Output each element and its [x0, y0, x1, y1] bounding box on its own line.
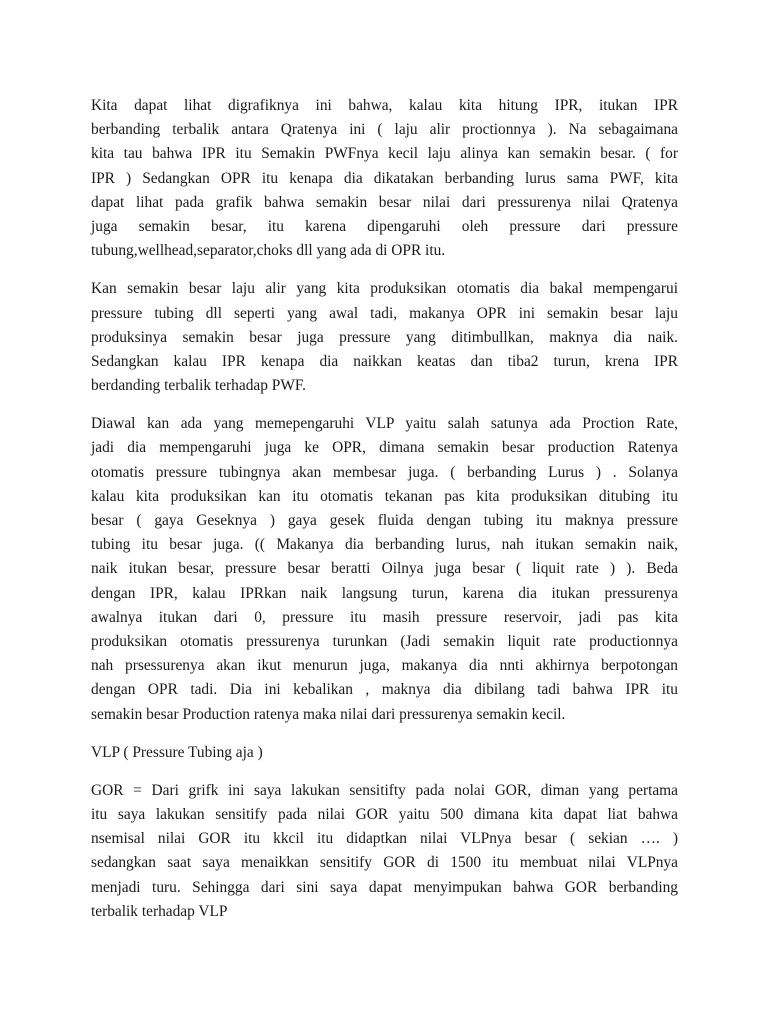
text-line: nsemisal nilai GOR itu kkcil itu didaptkan nilai VLPnya besar ( sekian …. ): [91, 830, 678, 848]
text-line: kita tau bahwa IPR itu Semakin PWFnya kecil laju alinya kan semakin besar. ( for: [91, 145, 678, 163]
text-line: Kan semakin besar laju alir yang kita produksikan otomatis dia bakal mempengarui: [91, 280, 678, 298]
text-line: jadi dia mempengaruhi juga ke OPR, dimana semakin besar production Ratenya: [91, 439, 678, 457]
text-line: Diawal kan ada yang memepengaruhi VLP yaitu salah satunya ada Proction Rate,: [91, 415, 678, 433]
paragraph-2: [91, 277, 678, 398]
text-line: menjadi turu. Sehingga dari sini saya dapat menyimpukan bahwa GOR berbanding: [91, 878, 678, 896]
text-line: produksinya semakin besar juga pressure yang ditimbullkan, maknya dia naik.: [91, 328, 678, 346]
text-line: naik itukan besar, pressure besar beratti Oilnya juga besar ( liquit rate ) ). Beda: [91, 560, 678, 578]
text-line: terbalik terhadap VLP: [91, 902, 228, 920]
text-line: besar ( gaya Geseknya ) gaya gesek fluida dengan tubing itu maknya pressure: [91, 512, 678, 529]
text-line: dengan IPR, kalau IPRkan naik langsung turun, karena dia itukan pressurenya: [91, 584, 678, 602]
text-line: itu saya lakukan sensitify pada nilai GOR yaitu 500 dimana kita dapat liat bahwa: [91, 806, 678, 824]
paragraph-4-heading: [91, 741, 678, 765]
text-line: dapat lihat pada grafik bahwa semakin besar nilai dari pressurenya nilai Qratenya: [91, 193, 678, 211]
paragraph-3: [91, 412, 678, 726]
text-line: kalau kita produksikan kan itu otomatis tekanan pas kita produksikan ditubing itu: [91, 487, 678, 505]
paragraph-5: [91, 779, 678, 924]
text-line: awalnya itukan dari 0, pressure itu masih pressure reservoir, jadi pas kita: [91, 608, 678, 626]
text-line: dengan OPR tadi. Dia ini kebalikan , maknya dia dibilang tadi bahwa IPR itu: [91, 681, 678, 699]
text-line: tubing itu besar juga. (( Makanya dia berbanding lurus, nah itukan semakin naik,: [91, 536, 678, 554]
text-line: berbanding terbalik antara Qratenya ini ( laju alir proctionnya ). Na sebagaimana: [91, 121, 678, 139]
text-line: IPR ) Sedangkan OPR itu kenapa dia dikatakan berbanding lurus sama PWF, kita: [91, 169, 678, 187]
text-line: Sedangkan kalau IPR kenapa dia naikkan keatas dan tiba2 turun, krena IPR: [91, 352, 678, 370]
text-line: otomatis pressure tubingnya akan membesar juga. ( berbanding Lurus ) . Solanya: [91, 463, 678, 481]
text-line: tubung,wellhead,separator,choks dll yang ada di OPR itu.: [91, 242, 446, 260]
text-line: pressure tubing dll seperti yang awal tadi, makanya OPR ini semakin besar laju: [91, 304, 678, 322]
text-line: GOR = Dari grifk ini saya lakukan sensitifty pada nolai GOR, diman yang pertama: [91, 781, 678, 799]
text-line: VLP ( Pressure Tubing aja ): [91, 743, 263, 761]
text-line: produksikan otomatis pressurenya turunkan (Jadi semakin liquit rate productionnya: [91, 632, 678, 650]
text-line: sedangkan saat saya menaikkan sensitify GOR di 1500 itu membuat nilai VLPnya: [91, 854, 678, 872]
text-line: berdanding terbalik terhadap PWF.: [91, 377, 307, 395]
text-line: nah prsessurenya akan ikut menurun juga, makanya dia nnti akhirnya berpotongan: [91, 657, 678, 675]
text-line: semakin besar Production ratenya maka nilai dari pressurenya semakin kecil.: [91, 705, 566, 723]
document-page: [91, 94, 678, 938]
text-line: juga semakin besar, itu karena dipengaruhi oleh pressure dari pressure: [91, 217, 678, 235]
paragraph-1: [91, 94, 678, 263]
text-line: Kita dapat lihat digrafiknya ini bahwa, kalau kita hitung IPR, itukan IPR: [91, 97, 678, 114]
